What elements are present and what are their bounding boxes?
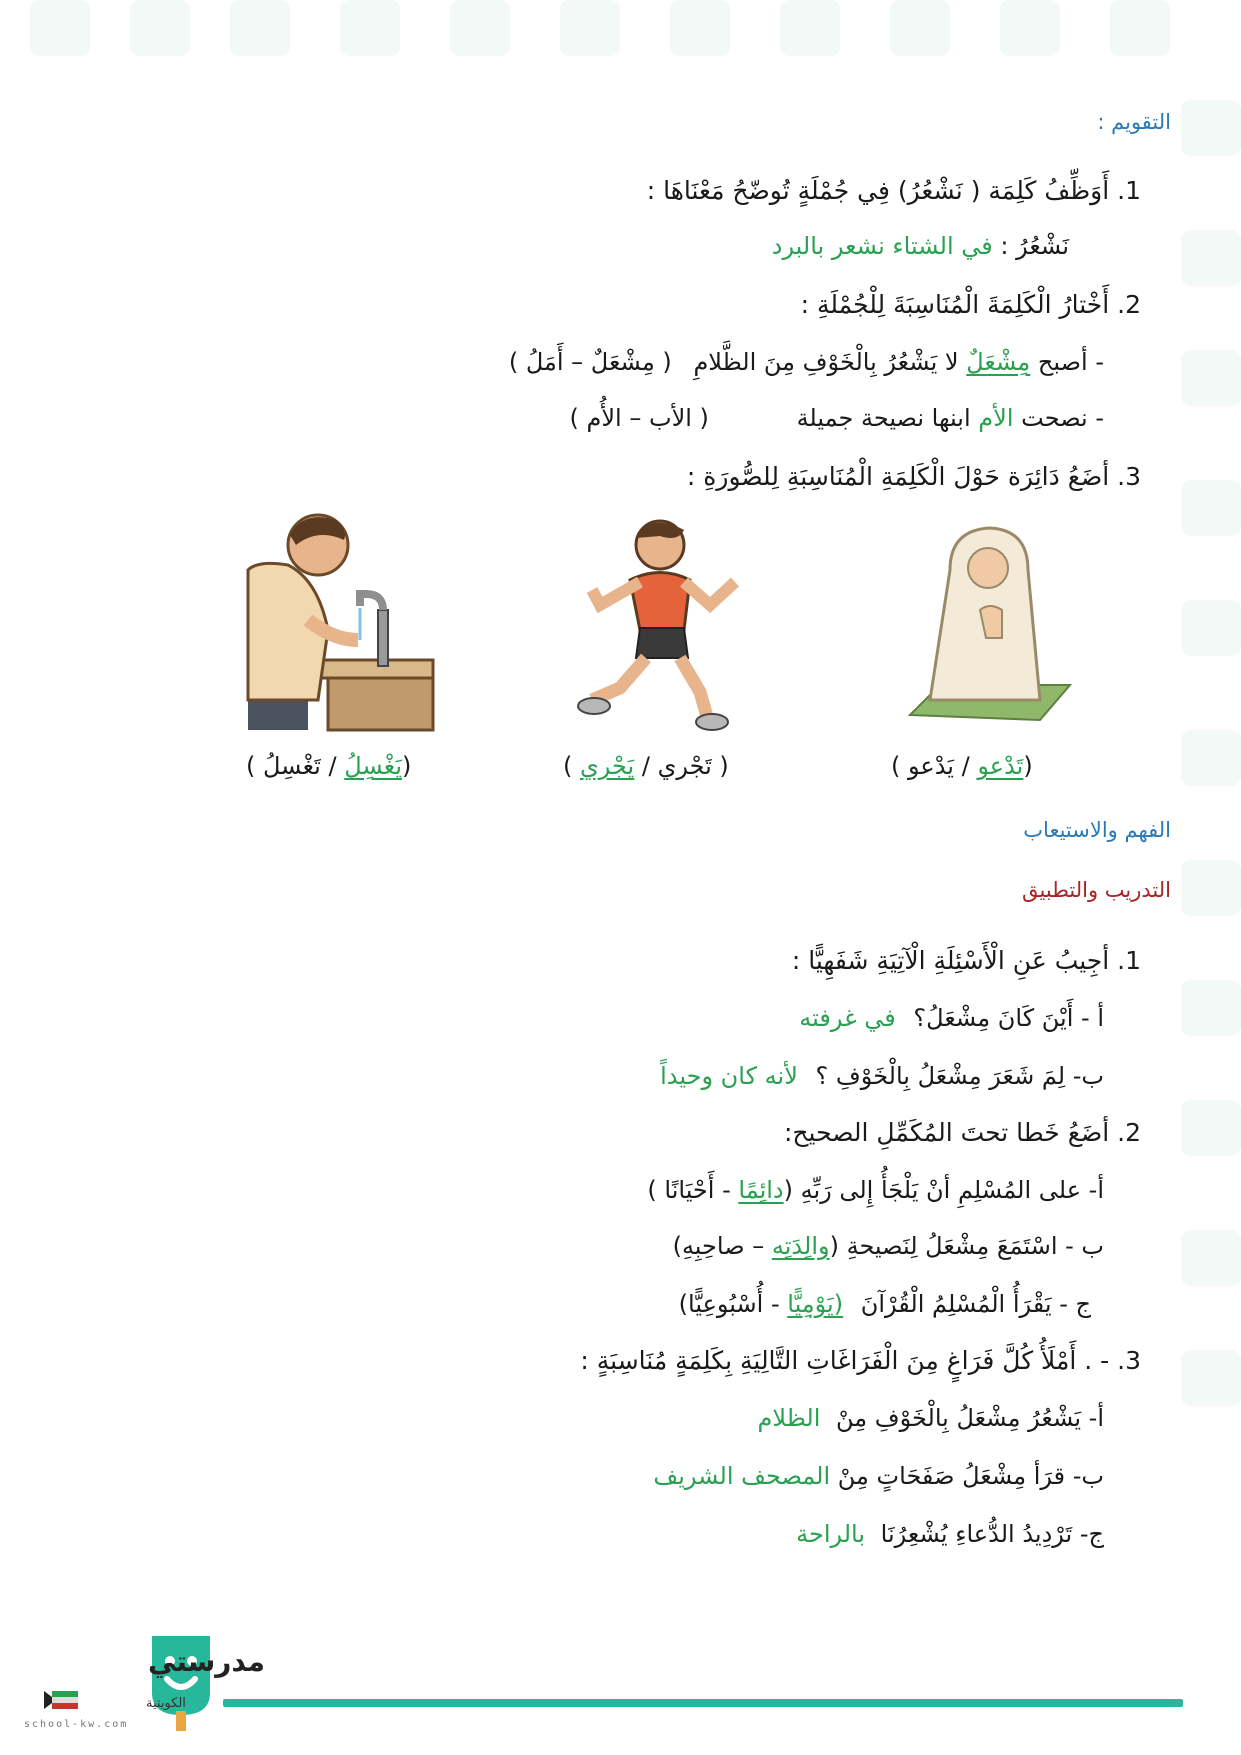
caption-washing — [246, 752, 411, 780]
t2-line-b — [673, 1232, 1104, 1260]
question-number: 3. — [1117, 1346, 1141, 1375]
sentence-end: لا يَشْعُرُ بِالْخَوْفِ مِنَ الظَّلامِ — [693, 348, 959, 376]
t1-answer-a — [799, 1004, 1104, 1032]
question-number: 2. — [1117, 1118, 1141, 1147]
q2-sentence-1 — [509, 348, 1104, 376]
tadreeb-question-1 — [792, 946, 1141, 975]
paren: ( — [402, 752, 412, 780]
sub-question: ب- لِمَ شَعَرَ مِشْعَلُ بِالْخَوْفِ ؟ — [815, 1062, 1104, 1090]
tadreeb-question-3 — [580, 1346, 1141, 1375]
options: ( الأب – الأُم ) — [569, 404, 709, 432]
target-word: نَشْعُرُ : — [1000, 232, 1069, 260]
question-number: 1. — [1117, 176, 1141, 205]
option-rest: ( تَجْري / — [641, 752, 729, 780]
paren: ( — [1023, 752, 1033, 780]
tadreeb-question-2 — [784, 1118, 1141, 1147]
sub-question: أ - أَيْنَ كَانَ مِشْعَلُ؟ — [913, 1004, 1104, 1032]
t3-line-b — [653, 1462, 1104, 1490]
question-number: 3. — [1117, 462, 1141, 491]
answer-text: بالراحة — [796, 1520, 866, 1548]
sentence-end: - أُسْبُوعِيًّا) — [678, 1290, 780, 1318]
question-text: أَخْتارُ الْكَلِمَةَ الْمُنَاسِبَةَ لِلْجُمْلَةِ : — [800, 290, 1110, 319]
sentence-start: ج- تَرْدِيدُ الدُّعاءِ يُشْعِرُنَا — [880, 1520, 1104, 1548]
question-text: - . أَمْلَأُ كُلَّ فَرَاغٍ مِنَ الْفَرَاغَاتِ التَّالِيَةِ بِكَلِمَةٍ مُنَاسِبَةٍ : — [580, 1346, 1110, 1375]
t1-answer-b — [660, 1062, 1104, 1090]
sentence-start: - نصحت — [1021, 404, 1104, 432]
boy-running-image — [580, 510, 760, 730]
options: ( مِشْعَلٌ – أَمَلُ ) — [508, 348, 672, 376]
sentence-end: ابنها نصيحة جميلة — [796, 404, 971, 432]
answer-word: دائِمًا — [738, 1176, 784, 1204]
girl-praying-image — [910, 510, 1070, 730]
question-text: أَوَظِّفُ كَلِمَة ( نَشْعُرُ) فِي جُمْلَةٍ تُوضّحُ مَعْنَاهَا : — [646, 176, 1110, 205]
question-text: أجِيبُ عَنِ الْأَسْئِلَةِ الْآتِيَةِ شَفَهِيًّا : — [791, 946, 1110, 975]
logo-sub: الكويتية — [146, 1696, 186, 1711]
option-yajri[interactable]: يَجْري — [580, 752, 635, 780]
sentence-start: أ- يَشْعُرُ مِشْعَلُ بِالْخَوْفِ مِنْ — [836, 1404, 1104, 1432]
section-title-taqweem: التقويم : — [1097, 110, 1171, 134]
answer-text: المصحف الشريف — [653, 1462, 831, 1490]
t2-line-a — [647, 1176, 1104, 1204]
sentence-start: أ- على المُسْلِمِ أنْ يَلْجَأُ إِلى رَبِّهِ ( — [783, 1176, 1104, 1204]
answer-text: في غرفته — [799, 1004, 896, 1032]
option-yaghsil[interactable]: يَغْسِلُ — [344, 752, 403, 780]
answer-text: لأنه كان وحيداً — [660, 1062, 798, 1090]
logo-url: school-kw.com — [24, 1719, 129, 1730]
sentence-end: - أَحْيَانًا ) — [647, 1176, 731, 1204]
answer-word: والِدَتِه — [771, 1232, 830, 1260]
watermark-row — [0, 0, 1241, 60]
sentence-start: ب- قرَأ مِشْعَلُ صَفَحَاتٍ مِنْ — [837, 1462, 1104, 1490]
watermark-column — [1171, 100, 1241, 1500]
q1-answer-line — [772, 232, 1069, 260]
madrasati-logo — [22, 1633, 265, 1733]
q2-sentence-2 — [570, 404, 1104, 432]
answer-word: الأم — [978, 404, 1014, 432]
man-washing-image — [248, 510, 433, 730]
question-2 — [801, 290, 1141, 319]
sentence-start: - أصبح — [1037, 348, 1104, 376]
t3-line-a — [758, 1404, 1104, 1432]
answer-word: مِشْعَلٌ — [966, 348, 1031, 376]
question-text: أضَعُ دَائِرَة حَوْلَ الْكَلِمَةِ الْمُنَاسِبَةِ لِلصُّورَةِ : — [686, 462, 1110, 491]
question-number: 2. — [1117, 290, 1141, 319]
section-title-tadreeb: التدريب والتطبيق — [1022, 878, 1171, 902]
paren: ) — [563, 752, 573, 780]
answer-text: الظلام — [757, 1404, 821, 1432]
option-rest: / يَدْعو ) — [891, 752, 970, 780]
t2-line-c — [679, 1290, 1091, 1318]
footer-rule — [223, 1699, 1183, 1707]
section-title-fahm: الفهم والاستيعاب — [1023, 818, 1171, 842]
answer-word: (يَوْمِيًّا — [787, 1290, 844, 1318]
sentence-start: ب - اسْتَمَعَ مِشْعَلُ لِنَصيحةِ ( — [829, 1232, 1104, 1260]
question-1 — [647, 176, 1141, 205]
logo-name: مدرستي — [148, 1645, 265, 1678]
question-3 — [687, 462, 1141, 491]
sentence-end: – صاحِبِهِ) — [672, 1232, 765, 1260]
option-rest: / تَغْسِلُ ) — [246, 752, 337, 780]
question-text: أضَعُ خَطا تحتَ المُكَمِّلِ الصحيح: — [784, 1118, 1110, 1147]
answer-text: في الشتاء نشعر بالبرد — [771, 232, 993, 260]
illustrations-row — [0, 510, 1241, 730]
t3-line-c — [796, 1520, 1104, 1548]
sentence-start: ج - يَقْرَأُ الْمُسْلِمُ الْقُرْآنَ — [860, 1290, 1091, 1318]
option-tadu[interactable]: تَدْعو — [977, 752, 1024, 780]
caption-praying — [891, 752, 1033, 780]
caption-running — [563, 752, 729, 780]
question-number: 1. — [1117, 946, 1141, 975]
